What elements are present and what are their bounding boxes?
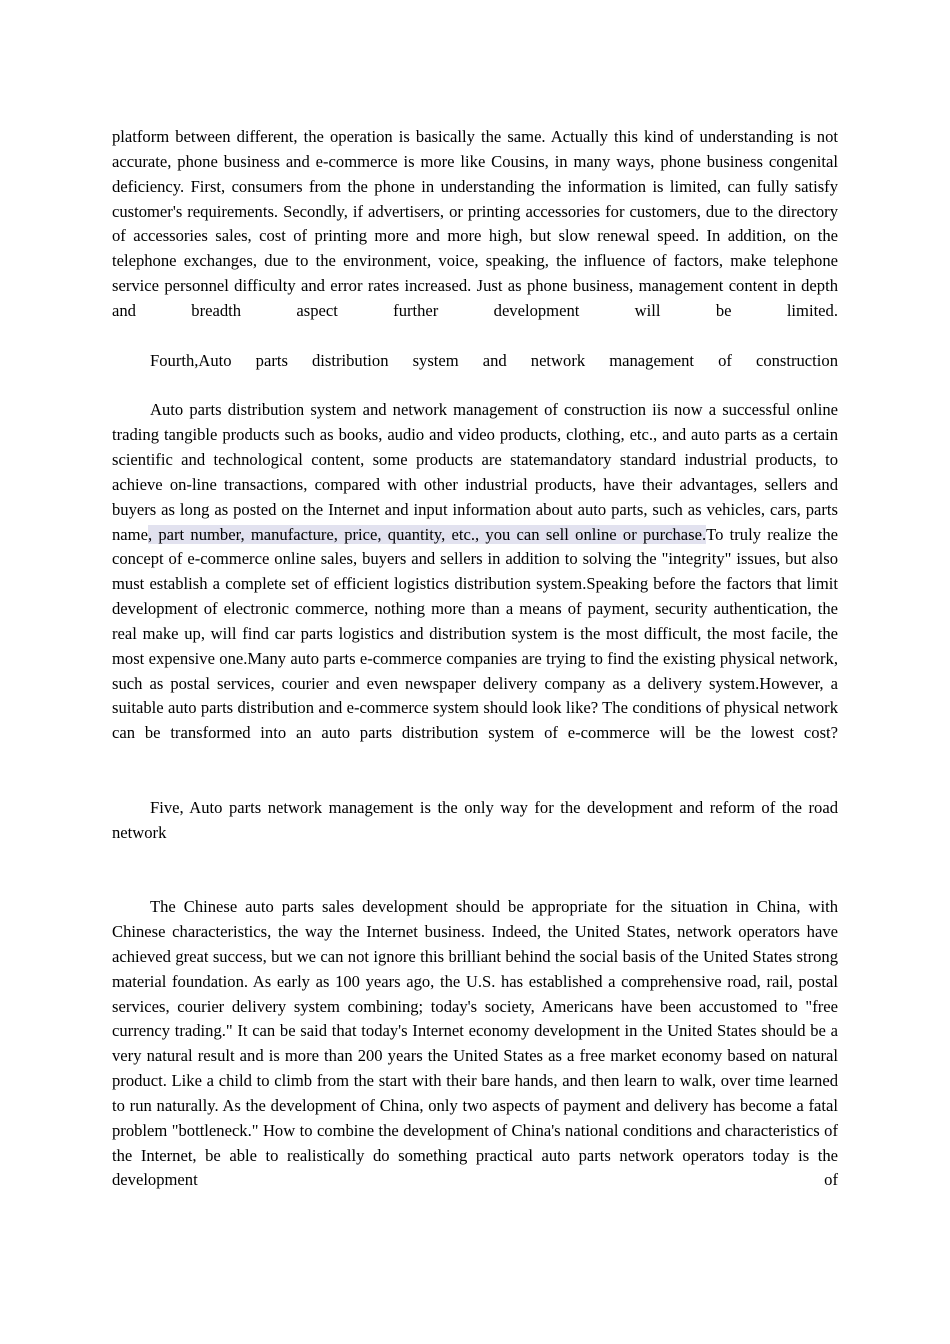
heading-five-network-management: Five, Auto parts network management is the only way for the development and reform of the road network	[112, 797, 838, 842]
paragraph-segment-plain-lead: Auto parts distribution system and network management of construction iis now a successful online trading tangible products such as books, audio and video products, clothing, etc., and auto parts as a certain scientific and technological content, some products are statemandatory standard industrial products, to achieve on-line transactions, compared with other industrial products, have their advantages, sellers and buyers as long as posted on the Internet and input information about auto parts, such as vehicles, cars, parts name	[112, 400, 838, 544]
selected-text-highlight[interactable]: , part number, manufacture, price, quantity, etc., you can sell online or purchase.	[147, 524, 707, 544]
heading-fourth-auto-parts-distribution: Fourth,Auto parts distribution system and network management of construction	[150, 350, 838, 370]
paragraph-distribution-system	[112, 398, 838, 771]
paragraph-segment-plain-tail: To truly realize the concept of e-commerce online sales, buyers and sellers in addition to solving the "integrity" issues, but also must establish a complete set of efficient logistics distribution system.Speaking before the factors that limit development of electronic commerce, nothing more than a means of payment, security authentication, the real make up, will find car parts logistics and distribution system is the most difficult, the most facile, the most expensive one.Many auto parts e-commerce companies are trying to find the existing physical network, such as postal services, courier and even newspaper delivery company as a delivery system.However, a suitable auto parts distribution and e-commerce system should look like? The conditions of physical network can be transformed into an auto parts distribution system of e-commerce will be the lowest cost?	[112, 524, 839, 743]
paragraph-spacer-2	[112, 870, 838, 895]
paragraph-telephone-business: platform between different, the operation is basically the same. Actually this kind of understanding is not accurate, phone business and e-commerce is more like Cousins, in many ways, phone business congenital deficiency. First, consumers from the phone in understanding the information is limited, can fully satisfy customer's requirements. Secondly, if advertisers, or printing accessories for customers, due to the directory of accessories sales, cost of printing more and more high, but slow renewal speed. In addition, on the telephone exchanges, due to the environment, voice, speaking, the influence of factors, make telephone service personnel difficulty and error rates increased. Just as phone business, management content in depth and breadth aspect further development will be limited.	[112, 127, 838, 320]
document-text-column	[112, 125, 838, 1218]
paragraph-spacer-1	[112, 771, 838, 796]
paragraph-chinese-auto-parts-sales: The Chinese auto parts sales development should be appropriate for the situation in China, with Chinese characteristics, the way the Internet business. Indeed, the United States, network operators have achieved great success, but we can not ignore this brilliant behind the social basis of the United States strong material foundation. As early as 100 years ago, the U.S. has established a comprehensive road, rail, postal services, courier delivery system combining; today's society, Americans have been accustomed to "free currency trading." It can be said that today's Internet economy development in the United States should be a very natural result and is more than 200 years the United States as a free market economy based on natural product. Like a child to climb from the start with their bare hands, and then learn to walk, over time learned to run naturally. As the development of China, only two aspects of payment and delivery has become a fatal problem "bottleneck." How to combine the development of China's national conditions and characteristics of the Internet, be able to realistically do something practical auto parts network operators today is the development of	[112, 897, 838, 1190]
